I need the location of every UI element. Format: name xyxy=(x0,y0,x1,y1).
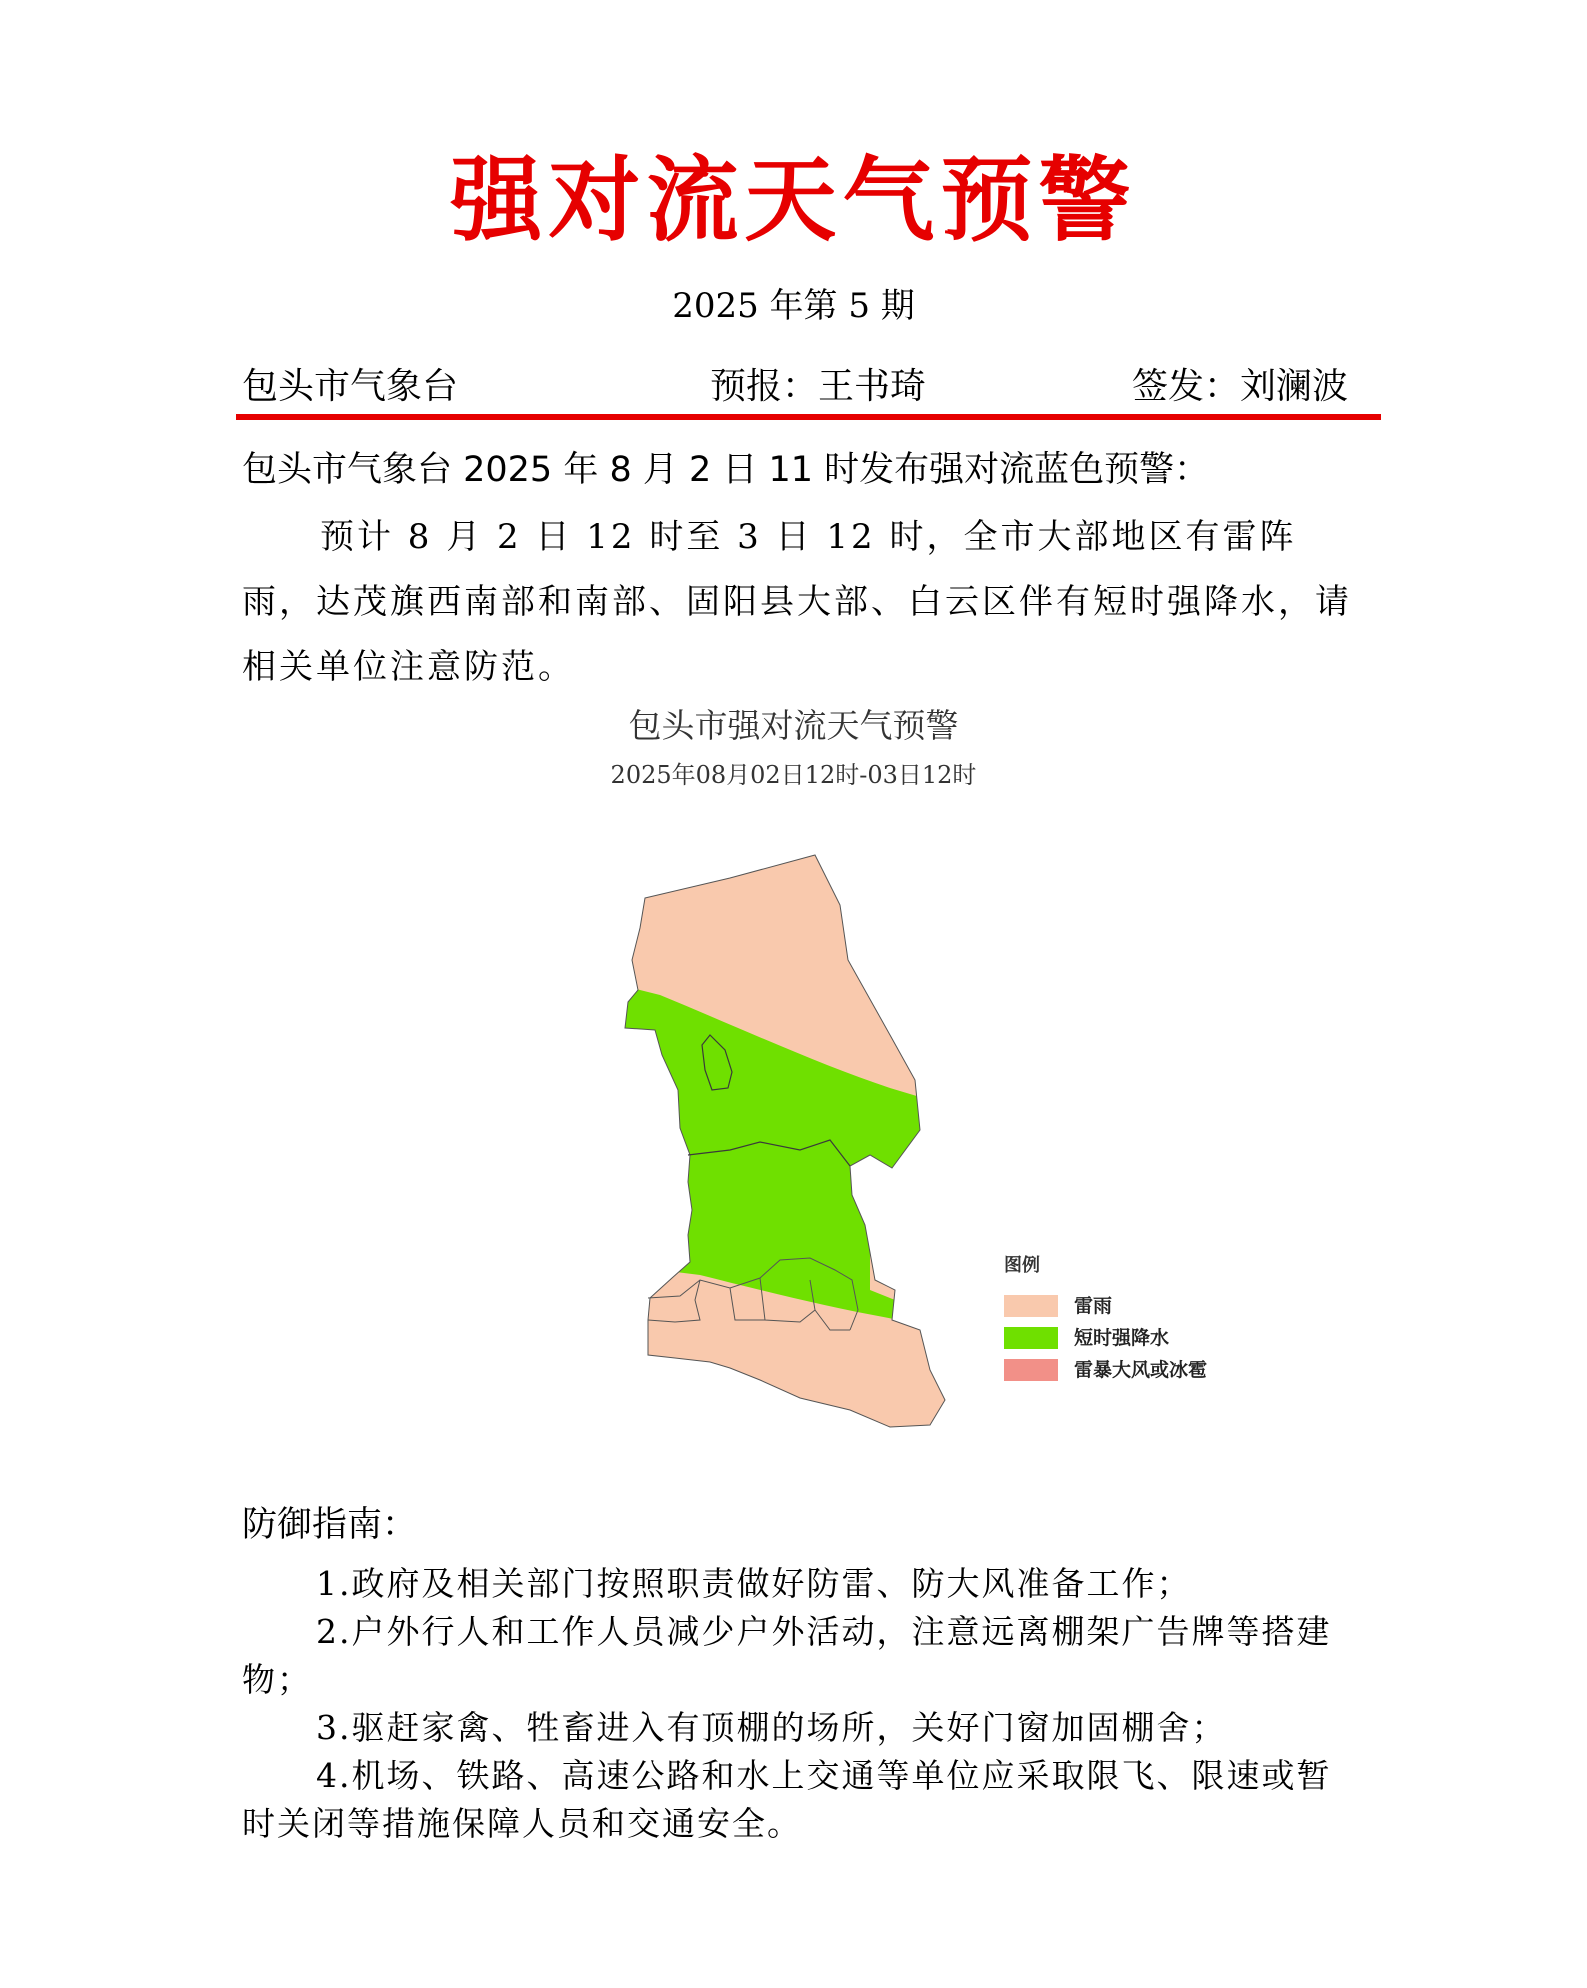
forecast-paragraph: 预计 8 月 2 日 12 时至 3 日 12 时，全市大部地区有雷阵雨，达茂旗西南部和南部、固阳县大部、白云区伴有短时强降水，请相关单位注意防范。 xyxy=(242,517,1352,687)
legend-swatch xyxy=(1004,1295,1058,1317)
legend-label: 雷暴大风或冰雹 xyxy=(1074,1359,1208,1381)
legend-title: 图例 xyxy=(1004,1255,1040,1276)
guide-list xyxy=(242,1560,1352,1848)
guide-title: 防御指南： xyxy=(242,1505,418,1545)
map-legend xyxy=(1004,1253,1264,1389)
signer: 签发：刘澜波 xyxy=(1131,366,1348,407)
issue-number: 2025 年第 5 期 xyxy=(672,286,915,326)
red-divider xyxy=(236,414,1381,420)
release-line: 包头市气象台 2025 年 8 月 2 日 11 时发布强对流蓝色预警： xyxy=(242,450,1210,490)
warning-title: 强对流天气预警 xyxy=(450,146,1137,254)
guide-item: 3.驱赶家禽、牲畜进入有顶棚的场所，关好门窗加固棚舍； xyxy=(316,1708,1227,1747)
guide-item: 4.机场、铁路、高速公路和水上交通等单位应采取限飞、限速或暂时关闭等措施保障人员和交通安全。 xyxy=(242,1756,1332,1843)
legend-label: 短时强降水 xyxy=(1074,1327,1170,1349)
issuer: 包头市气象台 xyxy=(242,366,459,407)
map-subtitle: 2025年08月02日12时-03日12时 xyxy=(610,761,977,789)
forecaster: 预报：王书琦 xyxy=(710,366,927,407)
map-title: 包头市强对流天气预警 xyxy=(628,706,959,745)
legend-swatch xyxy=(1004,1327,1058,1349)
warning-map xyxy=(600,850,1020,1450)
guide-item: 1.政府及相关部门按照职责做好防雷、防大风准备工作； xyxy=(316,1564,1192,1603)
guide-item: 2.户外行人和工作人员减少户外活动，注意远离棚架广告牌等搭建物； xyxy=(242,1612,1332,1699)
legend-item xyxy=(1004,1357,1264,1381)
legend-label: 雷雨 xyxy=(1074,1295,1113,1317)
legend-item xyxy=(1004,1293,1264,1317)
legend-swatch xyxy=(1004,1359,1058,1381)
legend-item xyxy=(1004,1325,1264,1349)
issuer-row xyxy=(240,362,1348,412)
